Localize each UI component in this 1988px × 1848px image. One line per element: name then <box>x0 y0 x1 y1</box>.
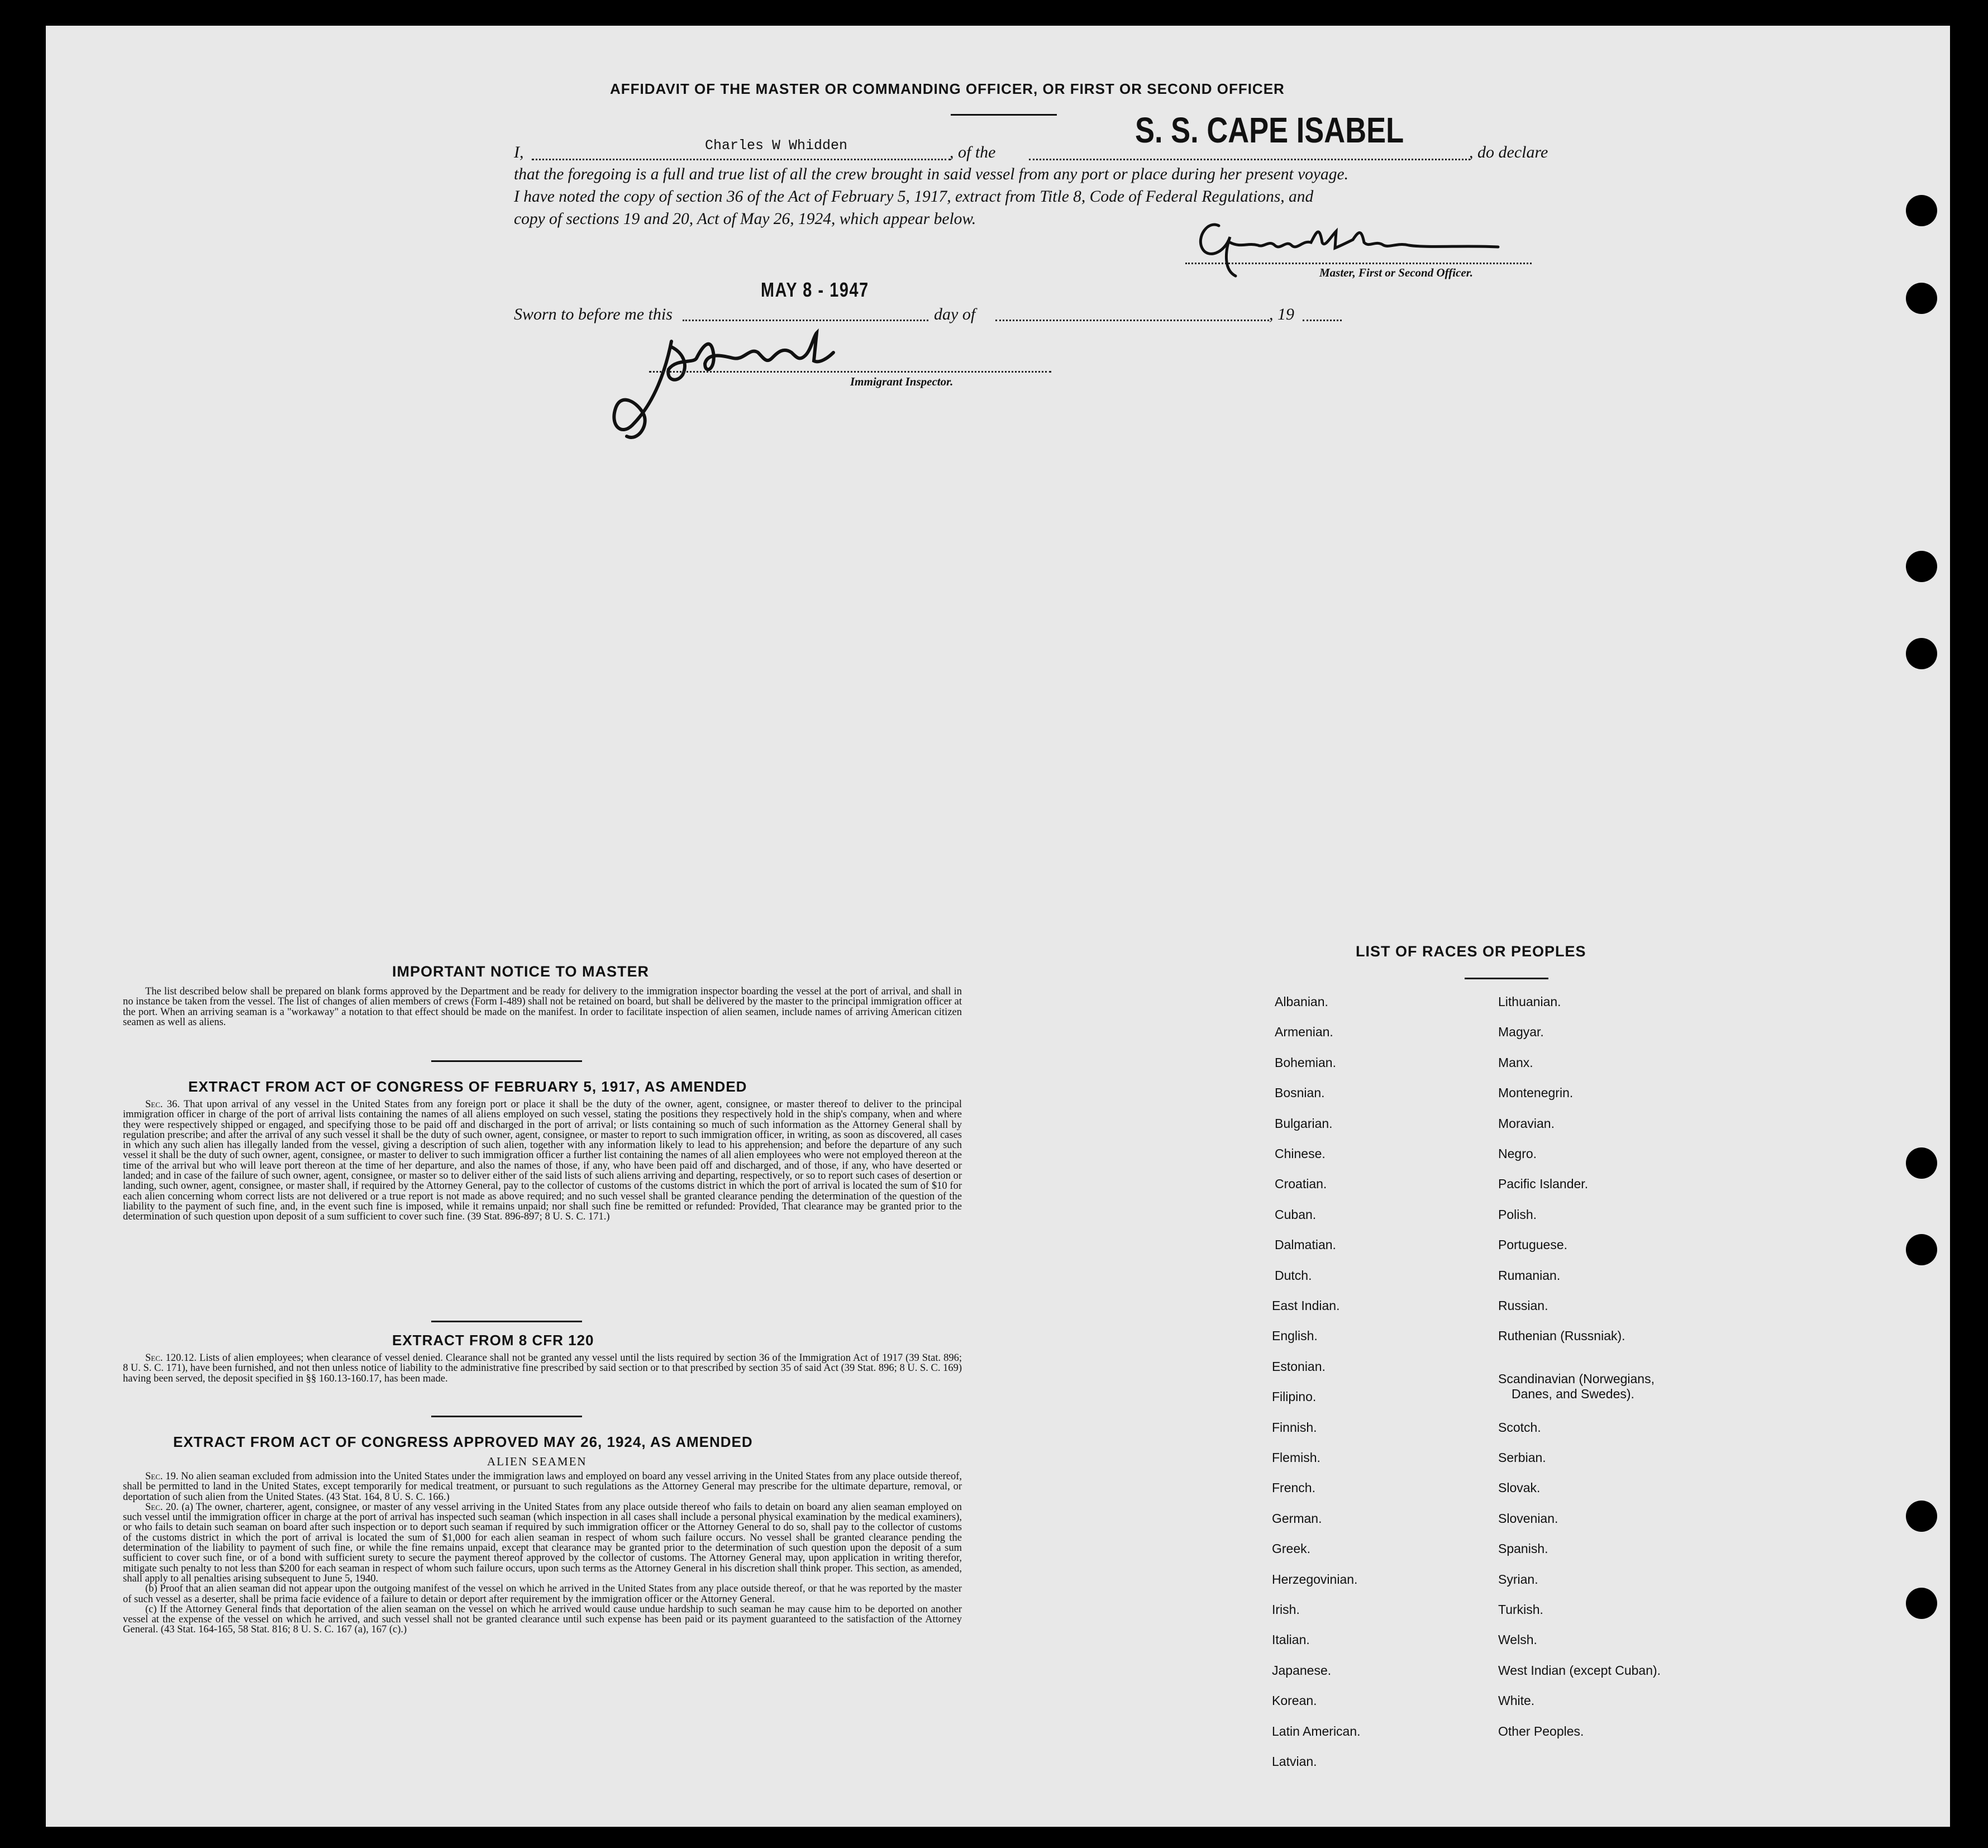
inspector-caption: Immigrant Inspector. <box>850 375 954 388</box>
race-item: Moravian. <box>1498 1116 1555 1131</box>
punch-hole <box>1906 1234 1937 1265</box>
section-rule <box>431 1416 582 1417</box>
title-rule <box>951 114 1057 116</box>
sec-36-text: That upon arrival of any vessel in the United States from any foreign port or place it shall be the duty of the owner, agent, consignee, or master thereof to deliver to the principal immigration officer in charge of the port of arrival lists containing the names of all aliens employed on such vessel, stating the positions they respectively hold in the ship's company, when and where they were respectively shipped or engaged, and specifying those to be paid off and discharged in the port of arrival; or lists containing so much of such information as the Attorney General shall by regulation prescribe; and after the arrival of any such vessel it shall be the duty of such owner, agent, consignee, or master to report to such immigration officer, in writing, as soon as discovered, all cases in which any such alien has illegally landed from the vessel, giving a description of such alien, together with any information likely to lead to his apprehension; and before the departure of any such vessel it shall be the duty of such owner, agent, consignee, or master to deliver to such immigration officer a further list containing the names of all alien employees who were not employed thereon at the time of the arrival but who will leave port thereon at the time of her departure, and also the names of those, if any, who have been paid off and discharged, and of those, if any, who have deserted or landed; and in case of the failure of such owner, agent, consignee, or master so to deliver either of the said lists of such aliens arriving and departing, respectively, or so to report such cases of desertion or landing, such owner, agent, consignee, or master shall, if required by the Attorney General, pay to the collector of customs of the customs district in which the port of arrival is located the sum of $10 for each alien concerning whom correct lists are not delivered or a true report is not made as above required; and no such vessel shall be granted clearance pending the determination of the question of the liability to the payment of such fine, and, in the event such fine is imposed, while it remains unpaid; nor shall such fine be remitted or refunded: Provided, That clearance may be granted prior to the determination of such question upon deposit of a sum sufficient to cover such fine. (39 Stat. 896-897; 8 U. S. C. 171.) <box>123 1099 962 1223</box>
affidavit-line-4: copy of sections 19 and 20, Act of May 26, 1924, which appear below. <box>514 210 976 228</box>
punch-hole <box>1906 638 1937 669</box>
races-title: LIST OF RACES OR PEOPLES <box>1356 943 1586 960</box>
race-item: Scotch. <box>1498 1420 1541 1435</box>
race-item: German. <box>1272 1511 1322 1526</box>
affidavit-i: I, <box>514 143 524 161</box>
race-item: Ruthenian (Russniak). <box>1498 1328 1625 1344</box>
extract-1924-title: EXTRACT FROM ACT OF CONGRESS APPROVED MAY 26, 1924, AS AMENDED <box>173 1433 753 1450</box>
race-item: Irish. <box>1272 1602 1300 1617</box>
race-item: Portuguese. <box>1498 1237 1568 1252</box>
race-item: Rumanian. <box>1498 1268 1561 1283</box>
race-item: Estonian. <box>1272 1359 1326 1374</box>
race-item: Croatian. <box>1275 1177 1327 1192</box>
notice-text: The list described below shall be prepared on blank forms approved by the Department and be ready for delivery to the immigration inspector boarding the vessel at the port of arrival, and shall in no instance be taken from the vessel. The list of changes of alien members of crews (Form I-489) shall not be retained on board, but shall be delivered by the master to the principal immigration officer at the port. When an arriving seaman is a "workaway" a notation to that effect should be made on the manifest. In order to facilitate inspection of alien seamen, include names of arriving American citizen seamen as well as aliens. <box>123 986 962 1028</box>
sworn-year-line <box>1303 320 1342 321</box>
sec-120-text: Lists of alien employees; when clearance of vessel denied. Clearance shall not be granted any vessel until the lists required by section 36 of the Immigration Act of 1917 (39 Stat. 896; 8 U. S. C. 171), have been furnished, and not then unless notice of liability to the administrative fine prescribed by said section or to that prescribed by section 35 of said Act (39 Stat. 896; 8 U. S. C. 169) having been served, the deposit specified in §§ 160.13-160.17, has been made. <box>123 1352 962 1384</box>
affidavit-title: AFFIDAVIT OF THE MASTER OR COMMANDING OFFICER, OR FIRST OR SECOND OFFICER <box>610 80 1285 97</box>
vessel-name: S. S. CAPE ISABEL <box>1135 110 1404 150</box>
race-item: Albanian. <box>1275 994 1328 1009</box>
race-item: Negro. <box>1498 1146 1537 1161</box>
race-item: Slovak. <box>1498 1480 1541 1495</box>
master-name: Charles W Whidden <box>705 137 848 154</box>
notice-body <box>123 987 962 1027</box>
vessel-name-line <box>1029 159 1470 160</box>
race-item: Italian. <box>1272 1632 1310 1647</box>
sec-20c-text: (c) If the Attorney General finds that deportation of the alien seaman on the vessel on which he arrived would cause undue hardship to such seaman he may cause him to be deported on another vessel at the expense of the vessel on which he arrived, and such vessel shall not be granted clearance until such expense has been paid or its payment guaranteed to the satisfaction of the Attorney General. (43 Stat. 164-165, 58 Stat. 816; 8 U. S. C. 167 (a), 167 (c).) <box>123 1603 962 1636</box>
race-item: Bohemian. <box>1275 1055 1336 1070</box>
master-caption: Master, First or Second Officer. <box>1319 266 1473 279</box>
inspector-signature-line <box>649 371 1051 373</box>
extract-1917-body <box>123 1099 962 1222</box>
race-item: Magyar. <box>1498 1025 1544 1040</box>
race-item: French. <box>1272 1480 1315 1495</box>
race-item: Chinese. <box>1275 1146 1326 1161</box>
race-item: Serbian. <box>1498 1450 1546 1465</box>
sec-20-label: Sec. 20. <box>145 1501 179 1513</box>
affidavit-line-3: I have noted the copy of section 36 of the Act of February 5, 1917, extract from Title 8, Code of Federal Regulations, and <box>514 188 1314 206</box>
race-item: Turkish. <box>1498 1602 1543 1617</box>
race-item: Scandinavian (Norwegians, <box>1498 1371 1655 1386</box>
race-item: Cuban. <box>1275 1207 1317 1222</box>
race-item: Dalmatian. <box>1275 1237 1336 1252</box>
sec-120-label: Sec. 120.12. <box>145 1352 197 1364</box>
sworn-text: Sworn to before me this <box>514 305 673 323</box>
sworn-month-line <box>995 320 1269 321</box>
race-item: Danes, and Swedes). <box>1512 1386 1634 1401</box>
punch-hole <box>1906 1147 1937 1179</box>
race-item: Lithuanian. <box>1498 994 1561 1009</box>
race-item: Other Peoples. <box>1498 1723 1584 1739</box>
day-of-text: day of <box>934 305 976 323</box>
race-item: Bulgarian. <box>1275 1116 1333 1131</box>
race-item: Latin American. <box>1272 1723 1361 1739</box>
race-item: Japanese. <box>1272 1663 1332 1678</box>
punch-hole <box>1906 1588 1937 1619</box>
sec-20b-text: (b) Proof that an alien seaman did not appear upon the outgoing manifest of the vessel on which he arrived in the United States from any place outside thereof, or that he was reported by the master of such vessel as a deserter, shall be prima facie evidence of a failure to detain or deport after requirement by the immigration officer or the Attorney General. <box>123 1583 962 1605</box>
of-the-text: , of the <box>950 143 996 161</box>
punch-hole <box>1906 195 1937 226</box>
race-item: Russian. <box>1498 1298 1548 1313</box>
race-item: West Indian (except Cuban). <box>1498 1663 1661 1678</box>
punch-hole <box>1906 551 1937 582</box>
sec-20a-text: (a) The owner, charterer, agent, consignee, or master of any vessel arriving in the United States from any place outside thereof who fails to detain on board any alien seaman employed on such vessel until the immigration officer in charge at the port of arrival has inspected such seaman (which inspection in all cases shall include a personal physical examination by the medical examiners), or who fails to detain such seaman on board after such inspection or to deport such seaman if required by such immigration officer or the Attorney General to do so, shall pay to the collector of customs of the customs district in which the port of arrival is located the sum of $1,000 for each alien seaman in respect of whom such failure occurs. No vessel shall be granted clearance pending the determination of the liability to payment of such fine, or while the fine remains unpaid, except that clearance may be granted prior to the determination of such question upon the deposit of a sum sufficient to cover such fine, or of a bond with sufficient surety to secure the payment thereof approved by the collector of customs. The Attorney General may, upon application in writing therefor, mitigate such penalty to not less than $200 for each seaman in respect of whom such failure occurs, upon such terms as the Attorney General in his discretion shall think proper. This section, as amended, shall apply to all penalties arising subsequent to June 5, 1940. <box>123 1501 962 1584</box>
sec-36-label: Sec. 36. <box>145 1099 180 1110</box>
race-item: Dutch. <box>1275 1268 1312 1283</box>
race-item: Filipino. <box>1272 1389 1317 1404</box>
sec-19-label: Sec. 19. <box>145 1471 179 1482</box>
race-item: Spanish. <box>1498 1541 1548 1556</box>
race-item: Welsh. <box>1498 1632 1537 1647</box>
race-item: White. <box>1498 1693 1535 1708</box>
race-item: Montenegrin. <box>1498 1085 1574 1101</box>
race-item: Bosnian. <box>1275 1085 1325 1101</box>
date-stamp: MAY 8 - 1947 <box>761 278 869 301</box>
race-item: Latvian. <box>1272 1754 1317 1769</box>
sec-19-text: No alien seaman excluded from admission into the United States under the immigration laws and employed on board any vessel arriving in the United States from any place outside thereof, shall be permitted to land in the United States, except temporarily for medical treatment, or pursuant to such regulations as the Attorney General may prescribe for the ultimate departure, removal, or deportation of such alien from the United States. (43 Stat. 164, 8 U. S. C. 166.) <box>123 1471 962 1503</box>
race-item: Slovenian. <box>1498 1511 1558 1526</box>
master-name-line <box>532 159 951 160</box>
race-item: English. <box>1272 1328 1318 1344</box>
year-text: , 19 <box>1269 305 1294 323</box>
do-declare-text: , do declare <box>1469 143 1548 161</box>
section-rule <box>431 1321 582 1322</box>
alien-seamen-subtitle: ALIEN SEAMEN <box>487 1455 587 1468</box>
race-item: Manx. <box>1498 1055 1533 1070</box>
races-rule <box>1465 978 1548 979</box>
document-page <box>46 26 1950 1827</box>
race-item: Korean. <box>1272 1693 1317 1708</box>
race-item: Pacific Islander. <box>1498 1177 1589 1192</box>
race-item: Greek. <box>1272 1541 1311 1556</box>
race-item: Herzegovinian. <box>1272 1571 1358 1587</box>
race-item: East Indian. <box>1272 1298 1340 1313</box>
race-item: Finnish. <box>1272 1420 1317 1435</box>
affidavit-line-2: that the foregoing is a full and true list of all the crew brought in said vessel from any port or place during her present voyage. <box>514 165 1348 183</box>
race-item: Polish. <box>1498 1207 1537 1222</box>
extract-1917-title: EXTRACT FROM ACT OF CONGRESS OF FEBRUARY 5, 1917, AS AMENDED <box>188 1078 747 1095</box>
race-item: Armenian. <box>1275 1025 1333 1040</box>
section-rule <box>431 1060 582 1062</box>
extract-1924-body <box>123 1471 962 1635</box>
extract-cfr-body <box>123 1353 962 1384</box>
race-item: Flemish. <box>1272 1450 1320 1465</box>
extract-cfr-title: EXTRACT FROM 8 CFR 120 <box>392 1332 594 1349</box>
punch-hole <box>1906 283 1937 314</box>
race-item: Syrian. <box>1498 1571 1538 1587</box>
notice-title: IMPORTANT NOTICE TO MASTER <box>392 963 649 980</box>
punch-hole <box>1906 1501 1937 1532</box>
